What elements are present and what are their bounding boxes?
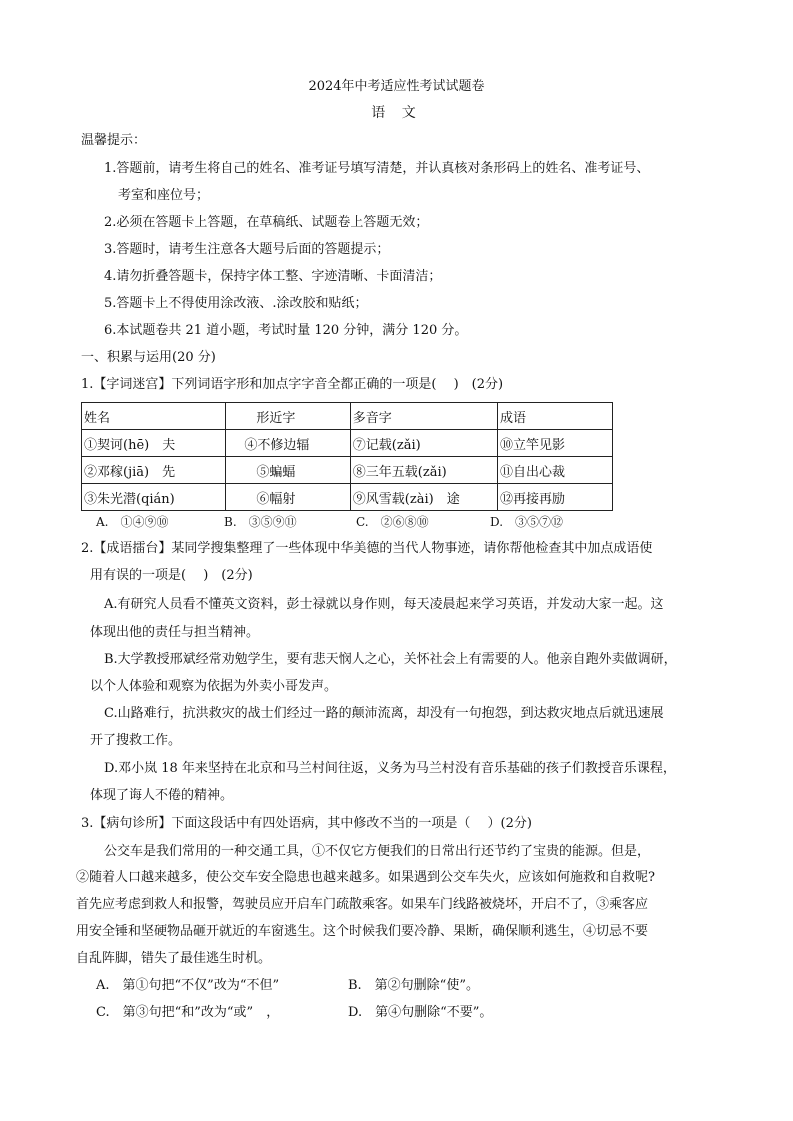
table-cell: ③朱光潜(qián) xyxy=(82,484,226,511)
q3-stem: 3.【病句诊所】下面这段话中有四处语病，其中修改不当的一项是（ ）(2分) xyxy=(81,816,532,831)
table-row xyxy=(82,484,613,511)
subject-title: 语 文 xyxy=(371,105,422,121)
q3-passage-line: 首先应考虑到救人和报警，驾驶员应开启车门疏散乘客。如果车门线路被烧坏，开启不了，③乘客应 xyxy=(76,897,649,912)
table-cell: ②邓稼(jiā) 先 xyxy=(82,457,226,484)
q3-passage-line: ②随着人口越来越多，使公交车安全隐患也越来越多。如果遇到公交车失火，应该如何施救和自救呢? xyxy=(76,870,655,885)
table-cell: ⑥幅射 xyxy=(226,484,350,511)
table-cell: ⑨风雪载(zài) 途 xyxy=(350,484,497,511)
q2-option-b-cont: 以个人体验和观察为依据为外卖小哥发声。 xyxy=(90,679,338,694)
table-cell: ⑧三年五载(zǎi) xyxy=(350,457,497,484)
q3-option-c: C. 第③句把“和”改为“或” ， xyxy=(96,1005,280,1020)
table-header: 多音字 xyxy=(350,403,497,430)
q2-option-b: B.大学教授邢斌经常劝勉学生，要有悲天悯人之心，关怀社会上有需要的人。他亲自跑外卖做调研， xyxy=(104,652,677,667)
table-cell: ⑤蝙蝠 xyxy=(226,457,350,484)
notice-item-1: 1.答题前，请考生将自己的姓名、准考证号填写清楚，并认真核对条形码上的姓名、准考证号、 xyxy=(104,161,650,176)
q2-option-d: D.邓小岚 18 年来坚持在北京和马兰村间往返，义务为马兰村没有音乐基础的孩子们教授音乐课程， xyxy=(104,761,676,776)
q1-option-b: B. ③⑤⑨⑪ xyxy=(224,515,297,529)
table-cell: ⑩立竿见影 xyxy=(497,430,612,457)
table-cell: ④不修边辐 xyxy=(226,430,350,457)
q2-option-d-cont: 体现了诲人不倦的精神。 xyxy=(90,788,234,803)
q2-option-c: C.山路难行，抗洪救灾的战士们经过一路的颠沛流离，却没有一句抱怨，到达救灾地点后就迅速展 xyxy=(104,706,664,721)
table-cell: ⑪自出心裁 xyxy=(497,457,612,484)
notice-item-1-cont: 考室和座位号； xyxy=(118,188,210,203)
section-heading: 一、积累与运用(20 分) xyxy=(81,350,216,365)
q3-option-d: D. 第④句删除“不要”。 xyxy=(348,1005,493,1020)
table-header: 形近字 xyxy=(226,403,350,430)
q2-stem: 2.【成语擂台】某同学搜集整理了一些体现中华美德的当代人物事迹，请你帮他检查其中加点成语使 xyxy=(81,541,653,556)
table-header: 姓名 xyxy=(82,403,226,430)
q3-passage-line: 用安全锤和坚硬物品砸开就近的车窗逃生。这个时候我们要冷静、果断，确保顺利逃生，④切忌不要 xyxy=(76,924,649,939)
q2-option-a: A.有研究人员看不懂英文资料，彭士禄就以身作则，每天凌晨起来学习英语，并发动大家一起。这 xyxy=(104,597,664,612)
exam-title: 2024年中考适应性考试试题卷 xyxy=(308,79,485,94)
table-header-row xyxy=(82,403,613,430)
q3-passage-line: 自乱阵脚，错失了最佳逃生时机。 xyxy=(76,951,272,966)
q3-passage-line: 公交车是我们常用的一种交通工具，①不仅它方便我们的日常出行还节约了宝贵的能源。但是， xyxy=(104,844,651,859)
notice-item-2: 2.必须在答题卡上答题，在草稿纸、试题卷上答题无效； xyxy=(104,215,429,230)
word-table xyxy=(81,402,613,511)
notice-item-5: 5.答题卡上不得使用涂改液、.涂改胶和贴纸； xyxy=(104,296,368,311)
notice-item-3: 3.答题时，请考生注意各大题号后面的答题提示； xyxy=(104,242,390,257)
table-cell: ⑫再接再励 xyxy=(497,484,612,511)
q1-option-c: C. ②⑥⑧⑩ xyxy=(356,515,429,529)
table-row xyxy=(82,457,613,484)
q2-option-a-cont: 体现出他的责任与担当精神。 xyxy=(90,625,260,640)
q1-option-d: D. ③⑤⑦⑫ xyxy=(490,515,564,529)
notice-item-4: 4.请勿折叠答题卡，保持字体工整、字迹清晰、卡面清洁； xyxy=(104,269,442,284)
table-header: 成语 xyxy=(497,403,612,430)
table-cell: ⑦记载(zǎi) xyxy=(350,430,497,457)
q3-option-a: A. 第①句把“不仅”改为“不但” xyxy=(96,978,280,993)
q2-option-c-cont: 开了搜救工作。 xyxy=(90,733,182,748)
q2-stem-cont: 用有误的一项是( ) (2分) xyxy=(90,568,253,583)
q3-option-b: B. 第②句删除“使”。 xyxy=(348,978,479,993)
q1-stem: 1.【字词迷宫】下列词语字形和加点字字音全都正确的一项是( ) (2分) xyxy=(81,377,504,392)
table-row xyxy=(82,430,613,457)
q1-option-a: A. ①④⑨⑩ xyxy=(96,515,169,529)
table-cell: ①契诃(hē) 夫 xyxy=(82,430,226,457)
notice-heading: 温馨提示： xyxy=(81,133,147,148)
notice-item-6: 6.本试题卷共 21 道小题，考试时量 120 分钟，满分 120 分。 xyxy=(104,323,468,338)
